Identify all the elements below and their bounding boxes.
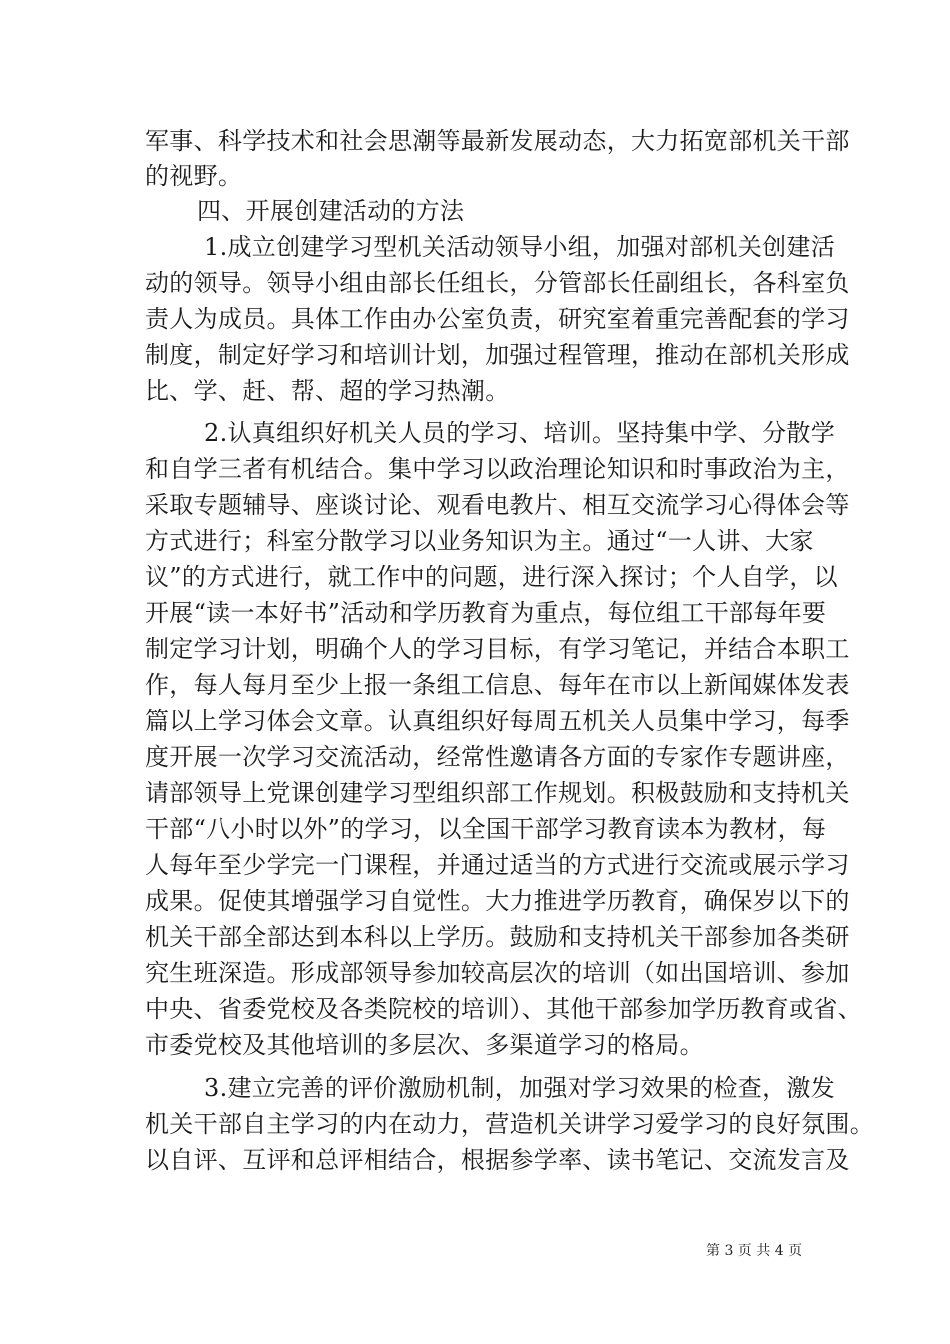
body-line: 1.成立创建学习型机关活动领导小组，加强对部机关创建活: [204, 233, 835, 261]
body-line: 责人为成员。具体工作由办公室负责，研究室着重完善配套的学习: [145, 305, 850, 333]
body-line: 篇以上学习体会文章。认真组织好每周五机关人员集中学习，每季: [145, 707, 850, 735]
body-line: 机关干部全部达到本科以上学历。鼓励和支持机关干部参加各类研: [145, 923, 850, 951]
body-line: 制定学习计划，明确个人的学习目标，有学习笔记，并结合本职工: [145, 635, 850, 663]
body-line: 制度，制定好学习和培训计划，加强过程管理，推动在部机关形成: [145, 341, 850, 369]
body-line: 究生班深造。形成部领导参加较高层次的培训（如出国培训、参加: [145, 959, 850, 987]
body-line: 和自学三者有机结合。集中学习以政治理论知识和时事政治为主，: [145, 455, 850, 483]
body-line: 议”的方式进行，就工作中的问题，进行深入探讨；个人自学，以: [145, 563, 838, 591]
body-line: 开展“读一本好书”活动和学历教育为重点，每位组工干部每年要: [145, 599, 827, 627]
body-line: 成果。促使其增强学习自觉性。大力推进学历教育，确保岁以下的: [145, 887, 850, 915]
body-line: 以自评、互评和总评相结合，根据参学率、读书笔记、交流发言及: [145, 1146, 850, 1174]
body-line: 比、学、赶、帮、超的学习热潮。: [145, 377, 510, 405]
body-line: 干部“八小时以外”的学习，以全国干部学习教育读本为教材，每: [145, 815, 827, 843]
body-line: 2.认真组织好机关人员的学习、培训。坚持集中学、分散学: [204, 419, 835, 447]
body-line: 方式进行；科室分散学习以业务知识为主。通过“一人讲、大家: [145, 527, 814, 555]
section-heading: 四、开展创建活动的方法: [197, 197, 465, 225]
body-line: 3.建立完善的评价激励机制，加强对学习效果的检查，激发: [204, 1074, 835, 1102]
body-line: 动的领导。领导小组由部长任组长，分管部长任副组长，各科室负: [145, 269, 850, 297]
page-number: 第 3 页 共 4 页: [706, 1243, 803, 1259]
body-line: 采取专题辅导、座谈讨论、观看电教片、相互交流学习心得体会等: [145, 491, 850, 519]
body-line: 人每年至少学完一门课程，并通过适当的方式进行交流或展示学习: [145, 851, 850, 879]
body-line: 的视野。: [145, 162, 243, 190]
body-line: 军事、科学技术和社会思潮等最新发展动态，大力拓宽部机关干部: [145, 127, 850, 155]
body-line: 机关干部自主学习的内在动力，营造机关讲学习爱学习的良好氛围。: [145, 1110, 874, 1138]
body-line: 请部领导上党课创建学习型组织部工作规划。积极鼓励和支持机关: [145, 779, 850, 807]
body-line: 作，每人每月至少上报一条组工信息、每年在市以上新闻媒体发表: [145, 671, 850, 699]
body-line: 中央、省委党校及各类院校的培训）、其他干部参加学历教育或省、: [145, 995, 862, 1023]
body-line: 度开展一次学习交流活动，经常性邀请各方面的专家作专题讲座，: [145, 743, 850, 771]
body-line: 市委党校及其他培训的多层次、多渠道学习的格局。: [145, 1031, 704, 1059]
